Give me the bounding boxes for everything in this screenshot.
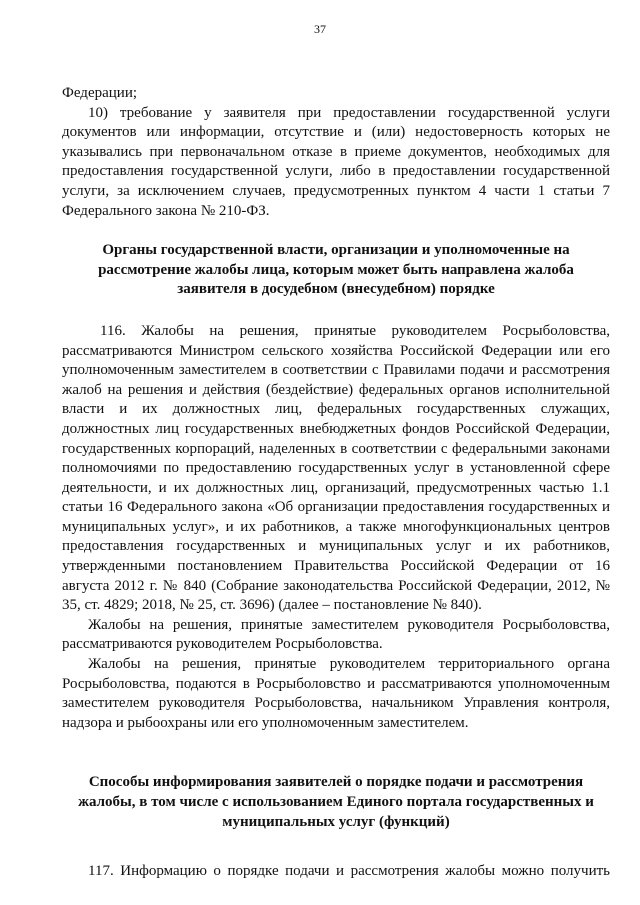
page-number: 37 bbox=[314, 22, 326, 36]
section-heading-informing-methods: Способы информирования заявителей о порядке подачи и рассмотрения жалобы, в том числе с использованием Единого портала государственных и муниципальных услуг (функций) bbox=[78, 774, 594, 830]
paragraph-continuation: Федерации; bbox=[62, 85, 138, 101]
paragraph-117: 117. Информацию о порядке подачи и рассмотрения жалобы можно получить bbox=[88, 863, 610, 880]
section-heading-complaint-bodies: Органы государственной власти, организации и уполномоченные на рассмотрение жалобы лица, которым может быть направлена жалоба заявителя в досудебном (внесудебном) порядке bbox=[98, 242, 574, 298]
paragraph-territorial-complaints: Жалобы на решения, принятые руководителем территориального органа Росрыболовства, подаются в Росрыболовство и рассматриваются уполномоченным заместителем руководителя Росрыболовства, начальником Управления контроля, надзора и рыбоохраны или его уполномоченным заместителем. bbox=[62, 656, 610, 731]
paragraph-deputy-complaints: Жалобы на решения, принятые заместителем руководителя Росрыболовства, рассматриваются руководителем Росрыболовства. bbox=[62, 616, 610, 653]
paragraph-item-10: 10) требование у заявителя при предоставлении государственной услуги документов или информации, отсутствие и (или) недостоверность которых не указывались при первоначальном отказе в приеме документов, необходимых для предоставления государственной услуги, либо в предоставлении государственной услуги, за исключением случаев, предусмотренных пунктом 4 части 1 статьи 7 Федерального закона № 210-ФЗ. bbox=[62, 104, 610, 219]
document-body bbox=[62, 84, 610, 882]
paragraph-116: 116. Жалобы на решения, принятые руководителем Росрыболовства, рассматриваются Министром сельского хозяйства Российской Федерации или его уполномоченным заместителем в соответствии с Правилами подачи и рассмотрения жалоб на решения и действия (бездействие) федеральных органов исполнительной власти и их должностных лиц, федеральных государственных служащих, должностных лиц государственных внебюджетных фондов Российской Федерации, государственных корпораций, наделенных в соответствии с федеральными законами полномочиями по предоставлению государственных услуг в установленной сфере деятельности, и их должностных лиц, организаций, предусмотренных частью 1.1 статьи 16 Федерального закона «Об организации предоставления государственных и муниципальных услуг», и их работников, а также многофункциональных центров предоставления государственных и муниципальных услуг и их работников, утвержденными постановлением Правительства Российской Федерации от 16 августа 2012 г. № 840 (Собрание законодательства Российской Федерации, 2012, № 35, ст. 4829; 2018, № 25, ст. 3696) (далее – постановление № 840). bbox=[62, 322, 610, 614]
